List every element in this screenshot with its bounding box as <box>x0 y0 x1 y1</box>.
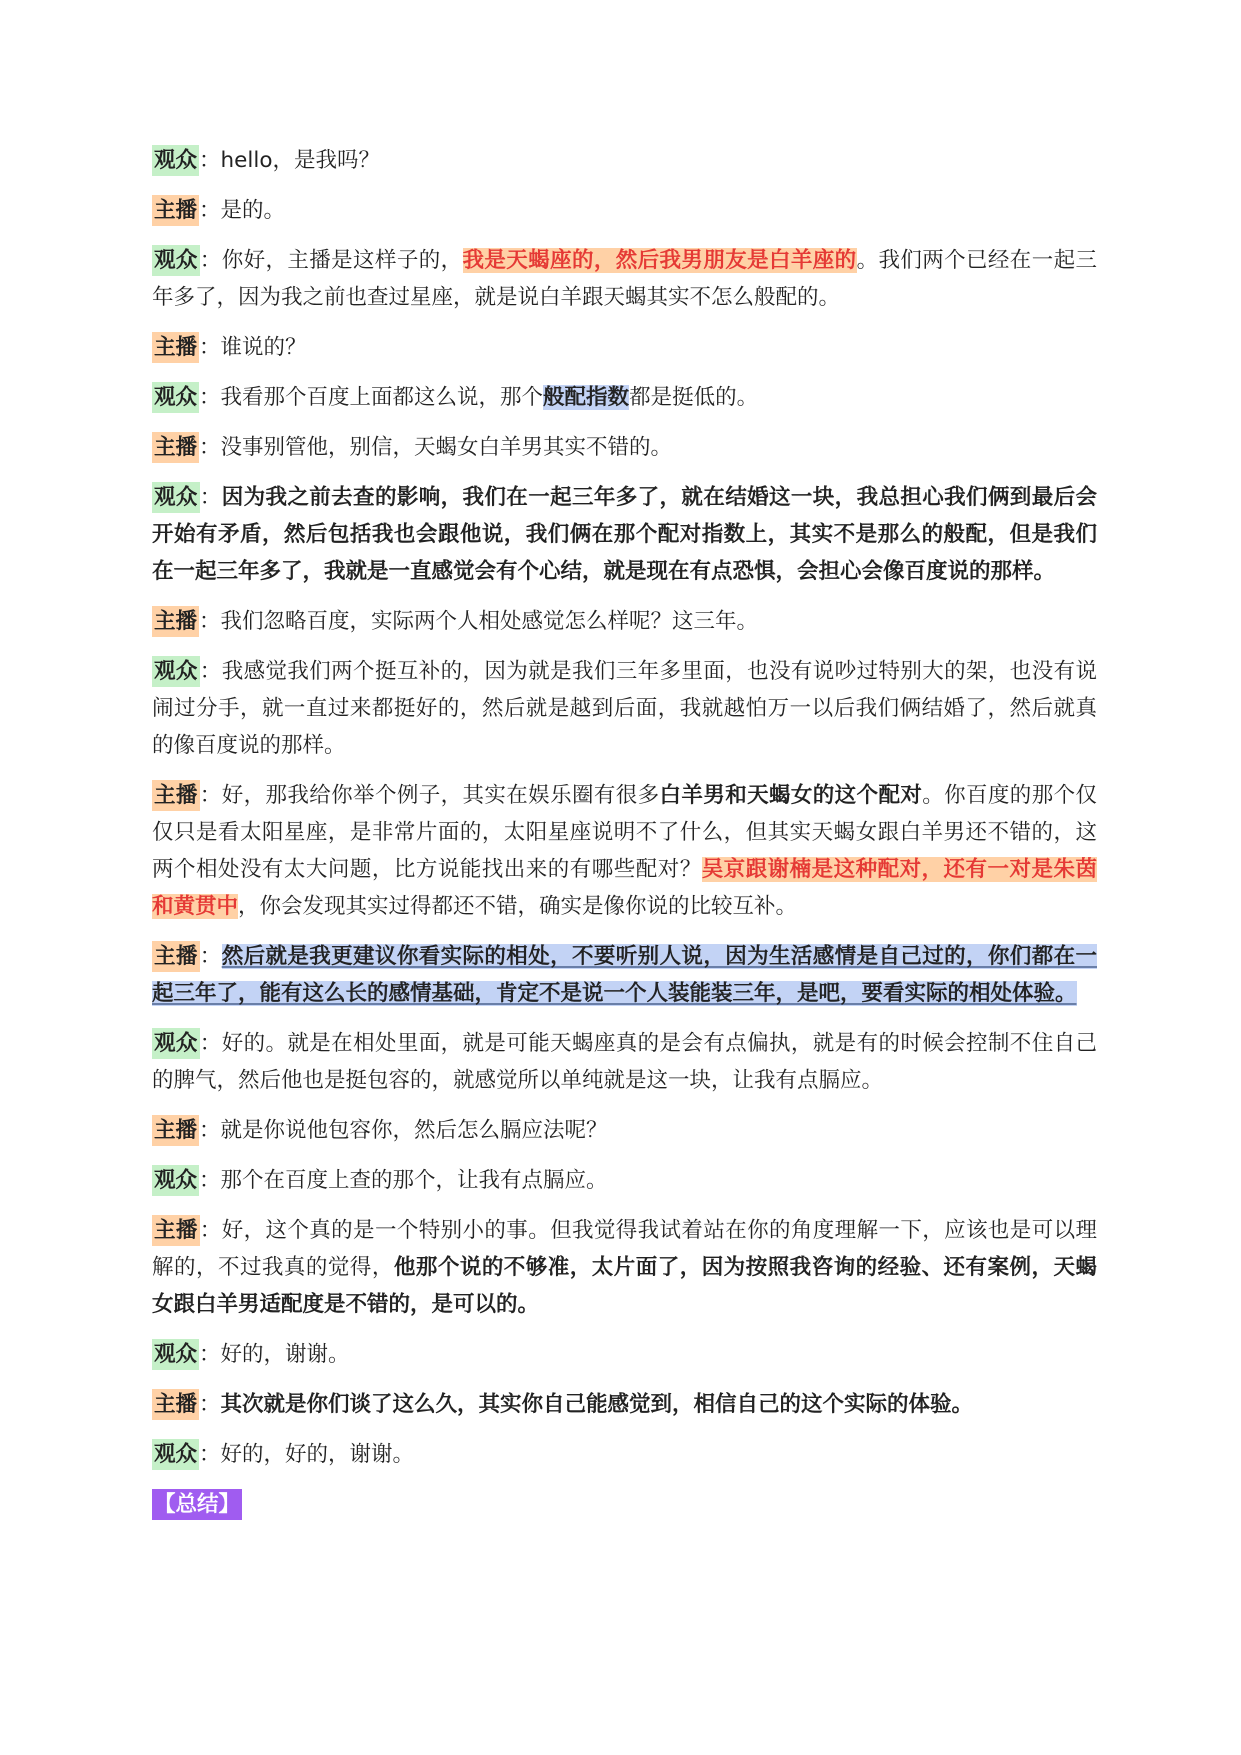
speaker-separator: ： <box>199 148 221 173</box>
speaker-tag-audience: 观众 <box>152 1165 199 1196</box>
speaker-tag-audience: 观众 <box>152 1439 199 1470</box>
dialogue-line <box>152 1025 1097 1099</box>
highlight-red-text: 我是天蝎座的，然后我男朋友是白羊座的 <box>462 248 857 273</box>
utterance-text: 都是挺低的。 <box>629 385 759 410</box>
highlight-blue-text: 然后就是我更建议你看实际的相处，不要听别人说，因为生活感情是自己过的，你们都在一起三年了，能有这么长的感情基础，肯定不是说一个人装能装三年，是吧，要看实际的相处体验。 <box>152 944 1097 1006</box>
speaker-separator: ： <box>199 1168 221 1193</box>
speaker-tag-audience: 观众 <box>152 1339 199 1370</box>
dialogue-line <box>152 192 1097 229</box>
dialogue-line <box>152 479 1097 590</box>
speaker-separator: ： <box>199 248 222 273</box>
bold-text: 他那个说的不够准，太片面了，因为按照我咨询的经验、还有案例，天蝎女跟白羊男适配度是不错的，是可以的。 <box>152 1255 1097 1317</box>
utterance-text: 好的，好的，谢谢。 <box>220 1442 415 1467</box>
speaker-separator: ： <box>199 435 221 460</box>
dialogue-line <box>152 938 1097 1012</box>
transcript-document <box>152 142 1097 1536</box>
speaker-separator: ： <box>199 1218 222 1243</box>
speaker-tag-audience: 观众 <box>152 382 199 413</box>
utterance-text: 我看那个百度上面都这么说，那个 <box>220 385 544 410</box>
speaker-tag-host: 主播 <box>152 1389 199 1420</box>
speaker-tag-host: 主播 <box>152 606 199 637</box>
dialogue-line <box>152 329 1097 366</box>
speaker-tag-audience: 观众 <box>152 1028 200 1059</box>
speaker-tag-audience: 观众 <box>152 656 200 687</box>
bold-text: 因为我之前去查的影响，我们在一起三年多了，就在结婚这一块，我总担心我们俩到最后会开始有矛盾，然后包括我也会跟他说，我们俩在那个配对指数上，其实不是那么的般配，但是我们在一起三年多了，我就是一直感觉会有个心结，就是现在有点恐惧，会担心会像百度说的那样。 <box>152 485 1097 584</box>
highlight-blue-text: 般配指数 <box>543 385 630 410</box>
utterance-text: 好，那我给你举个例子，其实在娱乐圈有很多 <box>221 783 660 808</box>
dialogue-line <box>152 1436 1097 1473</box>
utterance-text: ，你会发现其实过得都还不错，确实是像你说的比较互补。 <box>238 894 798 919</box>
utterance-text: 好的。就是在相处里面，就是可能天蝎座真的是会有点偏执，就是有的时候会控制不住自己的脾气，然后他也是挺包容的，就感觉所以单纯就是这一块，让我有点膈应。 <box>152 1031 1097 1093</box>
speaker-separator: ： <box>199 609 221 634</box>
bold-text: 其次就是你们谈了这么久，其实你自己能感觉到，相信自己的这个实际的体验。 <box>220 1392 974 1417</box>
utterance-text: hello，是我吗？ <box>220 148 380 173</box>
speaker-tag-host: 主播 <box>152 1115 199 1146</box>
dialogue-line <box>152 242 1097 316</box>
dialogue-line <box>152 777 1097 925</box>
speaker-separator: ： <box>199 385 221 410</box>
dialogue-line <box>152 429 1097 466</box>
utterance-text: 没事别管他，别信，天蝎女白羊男其实不错的。 <box>220 435 673 460</box>
dialogue-line <box>152 142 1097 179</box>
speaker-tag-host: 主播 <box>152 432 199 463</box>
utterance-text: 那个在百度上查的那个，让我有点膈应。 <box>220 1168 608 1193</box>
speaker-tag-audience: 观众 <box>152 482 200 513</box>
dialogue-line <box>152 653 1097 764</box>
dialogue-line <box>152 1336 1097 1373</box>
bold-text: 白羊男和天蝎女的这个配对 <box>659 783 923 808</box>
speaker-separator: ： <box>199 659 222 684</box>
dialogue-line <box>152 603 1097 640</box>
speaker-separator: ： <box>199 485 222 510</box>
speaker-tag-host: 主播 <box>152 332 199 363</box>
dialogue-line <box>152 1162 1097 1199</box>
speaker-separator: ： <box>199 335 221 360</box>
highlight-red-text: 吴京跟谢楠是这种配对，还有一对是朱茵和黄贯中 <box>152 857 1097 919</box>
speaker-separator: ： <box>199 1442 221 1467</box>
utterance-text: 。我们两个已经在一起三年多了，因为我之前也查过星座，就是说白羊跟天蝎其实不怎么般配的。 <box>152 248 1097 310</box>
utterance-text: 好，这个真的是一个特别小的事。但我觉得我试着站在你的角度理解一下，应该也是可以理解的，不过我真的觉得， <box>152 1218 1097 1280</box>
utterance-text: 就是你说他包容你，然后怎么膈应法呢？ <box>220 1118 608 1143</box>
speaker-separator: ： <box>199 1031 222 1056</box>
utterance-text: 。你百度的那个仅仅只是看太阳星座，是非常片面的，太阳星座说明不了什么，但其实天蝎女跟白羊男还不错的，这两个相处没有太大问题，比方说能找出来的有哪些配对？ <box>152 783 1097 882</box>
speaker-tag-audience: 观众 <box>152 245 200 276</box>
utterance-text: 我们忽略百度，实际两个人相处感觉怎么样呢？这三年。 <box>220 609 759 634</box>
speaker-separator: ： <box>199 944 222 969</box>
speaker-separator: ： <box>199 1342 221 1367</box>
speaker-tag-host: 主播 <box>152 1215 200 1246</box>
utterance-text: 谁说的？ <box>220 335 307 360</box>
summary-label: 【总结】 <box>152 1489 242 1520</box>
dialogue-line <box>152 379 1097 416</box>
speaker-tag-audience: 观众 <box>152 145 199 176</box>
dialogue-line <box>152 1112 1097 1149</box>
utterance-text: 好的，谢谢。 <box>220 1342 350 1367</box>
dialogue-line <box>152 1212 1097 1323</box>
speaker-separator: ： <box>199 198 221 223</box>
speaker-separator: ： <box>199 783 222 808</box>
speaker-separator: ： <box>199 1118 221 1143</box>
utterance-text: 我感觉我们两个挺互补的，因为就是我们三年多里面，也没有说吵过特别大的架，也没有说闹过分手，就一直过来都挺好的，然后就是越到后面，我就越怕万一以后我们俩结婚了，然后就真的像百度说的那样。 <box>152 659 1097 758</box>
summary-heading-line <box>152 1486 1097 1523</box>
utterance-text: 是的。 <box>220 198 286 223</box>
speaker-tag-host: 主播 <box>152 195 199 226</box>
speaker-tag-host: 主播 <box>152 780 200 811</box>
speaker-separator: ： <box>199 1392 221 1417</box>
speaker-tag-host: 主播 <box>152 941 200 972</box>
utterance-text: 你好，主播是这样子的， <box>221 248 463 273</box>
dialogue-line <box>152 1386 1097 1423</box>
dialogue-list <box>152 142 1097 1473</box>
